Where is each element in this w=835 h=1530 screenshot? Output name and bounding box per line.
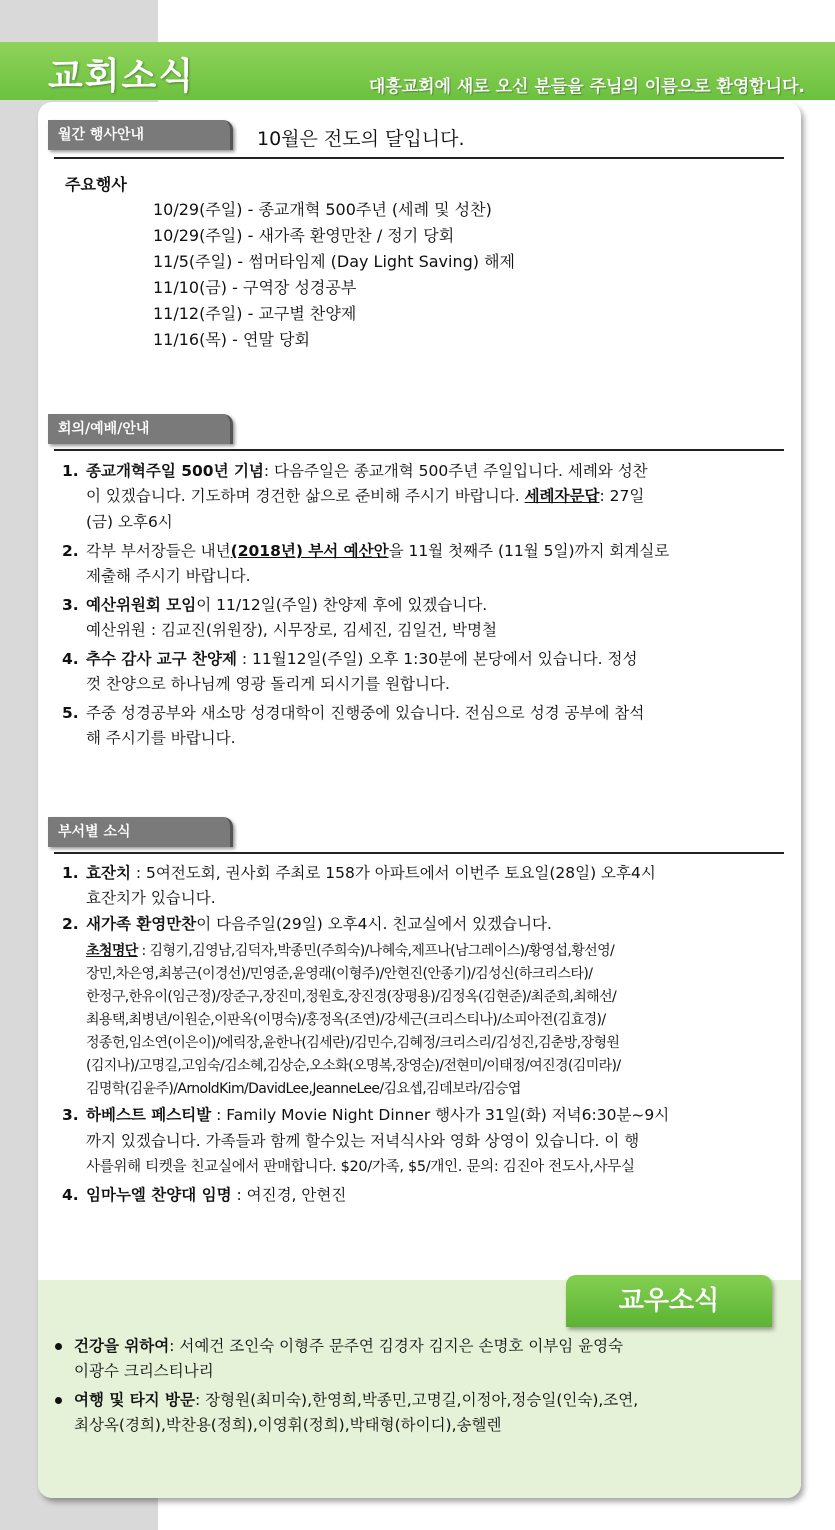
notice-underlined: 세례자문답 <box>524 487 600 505</box>
notice-line: 제출해 주시기 바랍니다. <box>86 567 251 585</box>
invite-list <box>86 940 614 963</box>
notice-item-1 <box>86 460 786 483</box>
event-item: 11/5(주일) - 썸머타임제 (Day Light Saving) 해제 <box>153 252 515 271</box>
notice-line: 효잔치가 있습니다. <box>86 889 216 907</box>
notice-text: : 다음주일은 종교개혁 500주년 주일입니다. 세례와 성찬 <box>263 462 648 480</box>
notice-text: : 여진경, 안현진 <box>231 1186 347 1204</box>
item-number: 4. <box>62 1186 79 1204</box>
event-item: 11/12(주일) - 교구별 찬양제 <box>153 304 357 323</box>
invite-line: (김지나)/고명길,고임숙/김소혜,김상순,오소화(오명복,장영순)/전현미/이태정/여진경(김미라)/ <box>86 1058 621 1074</box>
notice-heading: 여행 및 타지 방문 <box>74 1391 196 1409</box>
bullet-icon <box>55 1397 62 1404</box>
page-title: 교회소식 <box>48 56 196 97</box>
notice-text: 이 다음주일(29일) 오후4시. 친교실에서 있겠습니다. <box>196 915 552 933</box>
notice-text: : 서예건 조인숙 이형주 문주연 김경자 김지은 손명호 이부임 윤영숙 <box>169 1337 624 1355</box>
notice-line: 껏 찬양으로 하나님께 영광 돌리게 되시기를 원합니다. <box>86 675 450 693</box>
notice-item-2 <box>86 540 669 563</box>
notice-item-5: 주중 성경공부와 새소망 성경대학이 진행중에 있습니다. 전심으로 성경 공부에 참석 <box>86 704 645 722</box>
item-number: 3. <box>62 596 79 614</box>
notice-line: 까지 있겠습니다. 가족들과 함께 할수있는 저녁식사와 영화 상영이 있습니다. 이 행 <box>86 1132 640 1150</box>
notice-line: 이광수 크리스티나리 <box>74 1362 214 1380</box>
event-item: 10/29(주일) - 새가족 환영만찬 / 정기 당회 <box>153 226 455 245</box>
event-item: 10/29(주일) - 종교개혁 500주년 (세례 및 성찬) <box>153 200 492 219</box>
invite-line: 최용택,최병년/이원순,이판옥(이명숙)/홍정옥(조연)/강세근(크리스티나)/소피아전(김효경)/ <box>86 1012 606 1028</box>
notice-line: 사를위해 티켓을 친교실에서 판매합니다. $20/가족, $5/개인. 문의: 김진아 전도사,사무실 <box>86 1159 635 1175</box>
notice-text: 각부 부서장들은 내년 <box>86 542 231 560</box>
month-theme: 10월은 전도의 달입니다. <box>257 128 465 150</box>
dept-item-3 <box>86 1104 669 1127</box>
notice-heading: 하베스트 페스티발 <box>86 1106 212 1124</box>
invite-line: 한정구,한유이(임근정)/장준구,장진미,정원호,장진경(장평용)/김정옥(김현준)/최준희,최해선/ <box>86 989 617 1005</box>
tab-members-news: 교우소식 <box>566 1275 772 1327</box>
item-number: 3. <box>62 1106 79 1124</box>
dept-item-1 <box>86 862 656 885</box>
notice-line: (금) 오후6시 <box>86 513 173 531</box>
section-divider <box>54 157 784 159</box>
notice-text: 이 있겠습니다. 기도하며 경건한 삶으로 준비해 주시기 바랍니다. <box>86 487 525 505</box>
notice-line <box>86 485 644 508</box>
notice-heading: 건강을 위하여 <box>74 1337 170 1355</box>
notice-heading: (2018년) 부서 예산안 <box>230 542 389 560</box>
notice-text: 을 11월 첫째주 (11월 5일)까지 회계실로 <box>388 542 670 560</box>
notice-line: 최상옥(경희),박찬용(정희),이영휘(정희),박태형(하이디),송헬렌 <box>74 1416 502 1434</box>
notice-heading: 예산위원회 모임 <box>86 596 197 614</box>
tab-department-news: 부서별 소식 <box>48 817 233 847</box>
bullet-icon <box>55 1343 62 1350</box>
notice-text: : 5여전도회, 권사회 주최로 158가 아파트에서 이번주 토요일(28일) 오후4시 <box>130 864 656 882</box>
notice-text: : 27일 <box>599 487 645 505</box>
tab-meetings: 회의/예배/안내 <box>48 414 233 444</box>
notice-heading: 새가족 환영만찬 <box>86 915 197 933</box>
welcome-subtitle: 대흥교회에 새로 오신 분들을 주님의 이름으로 환영합니다. <box>368 77 805 97</box>
item-number: 4. <box>62 650 79 668</box>
item-number: 1. <box>62 462 79 480</box>
notice-text: : 장형원(최미숙),한영희,박종민,고명길,이정아,정승일(인숙),조연, <box>195 1391 639 1409</box>
invite-line: 김명학(김윤주)/ArnoldKim/DavidLee,JeanneLee/김요셉,김데보라/김승엽 <box>86 1081 521 1097</box>
events-heading: 주요행사 <box>65 175 127 194</box>
notice-heading: 종교개혁주일 500년 기념 <box>86 462 264 480</box>
notice-text: 이 11/12일(주일) 찬양제 후에 있겠습니다. <box>196 596 488 614</box>
notice-heading: 추수 감사 교구 찬양제 <box>86 650 237 668</box>
member-news-item <box>74 1388 638 1412</box>
dept-item-4 <box>86 1184 346 1207</box>
tab-monthly-events: 월간 행사안내 <box>48 120 233 150</box>
notice-line: 해 주시기를 바랍니다. <box>86 729 236 747</box>
dept-item-2 <box>86 913 552 936</box>
item-number: 2. <box>62 915 79 933</box>
notice-text: : 11월12일(주일) 오후 1:30분에 본당에서 있습니다. 정성 <box>236 650 638 668</box>
invite-line: 장민,차은영,최봉근(이경선)/민영준,윤영래(이형주)/안현진(안종기)/김성신(하크리스타)/ <box>86 966 593 982</box>
section-divider <box>54 449 784 451</box>
event-item: 11/10(금) - 구역장 성경공부 <box>153 278 357 297</box>
item-number: 2. <box>62 542 79 560</box>
item-number: 1. <box>62 864 79 882</box>
item-number: 5. <box>62 704 79 722</box>
member-news-item <box>74 1334 623 1358</box>
notice-item-3 <box>86 594 487 617</box>
notice-heading: 효잔치 <box>86 864 131 882</box>
notice-text: : Family Movie Night Dinner 행사가 31일(화) 저녁6:30분~9시 <box>211 1106 670 1124</box>
notice-heading: 임마누엘 찬양대 임명 <box>86 1186 232 1204</box>
event-item: 11/16(목) - 연말 당회 <box>153 330 310 349</box>
notice-line: 예산위원 : 김교진(위원장), 시무장로, 김세진, 김일건, 박명철 <box>86 621 497 639</box>
notice-item-4 <box>86 648 637 671</box>
section-divider <box>54 852 784 854</box>
invite-label: 초청명단 <box>86 943 138 959</box>
invite-line: : 김형기,김영남,김덕자,박종민(주희숙)/나혜숙,제프나(남그레이스)/황영섭,황선영/ <box>137 943 615 959</box>
invite-line: 정종헌,임소연(이은이)/에릭장,윤한나(김세란)/김민수,김혜정/크리스리/김성진,김춘방,장형원 <box>86 1035 620 1051</box>
